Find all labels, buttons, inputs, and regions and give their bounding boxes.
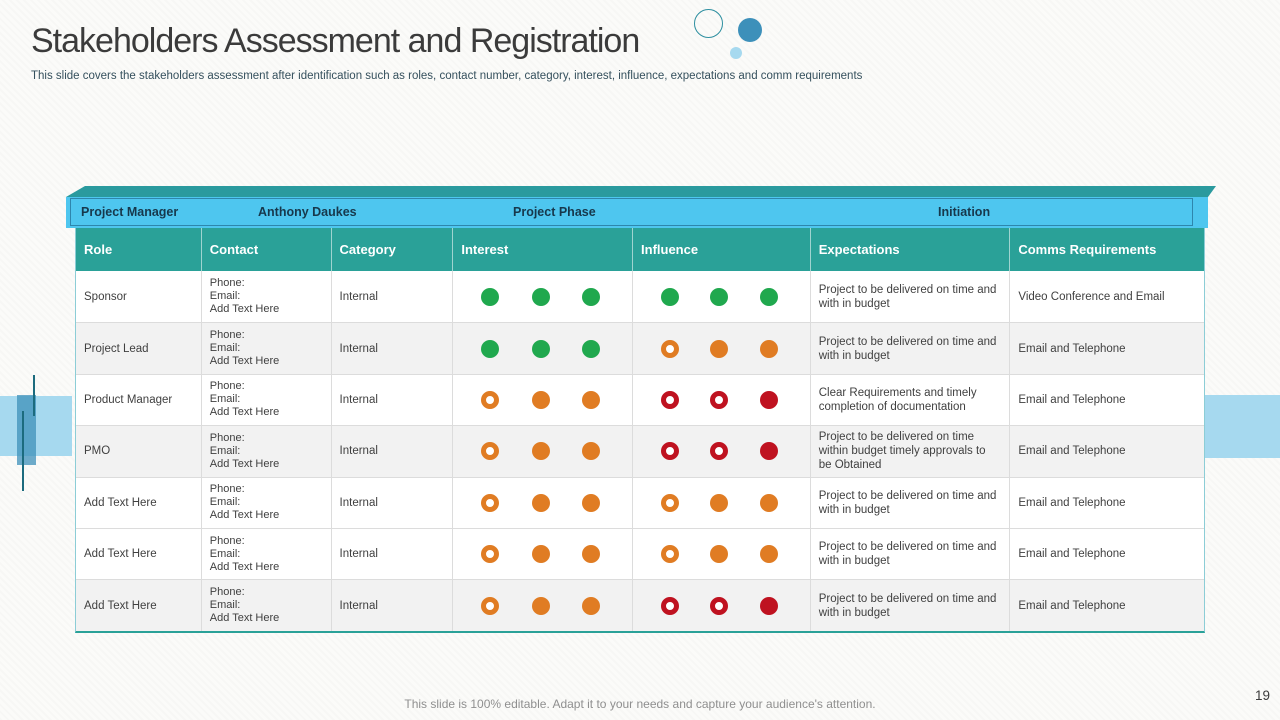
red-filled-dot-icon bbox=[760, 391, 778, 409]
info-bar-inner-border bbox=[70, 198, 1193, 226]
table-body bbox=[76, 271, 1204, 631]
decor-circle-outline-icon bbox=[694, 9, 723, 38]
orange-filled-dot-icon bbox=[710, 545, 728, 563]
decor-circle-small-icon bbox=[730, 47, 742, 59]
table-row bbox=[76, 322, 1204, 373]
orange-hollow-dot-icon bbox=[661, 494, 679, 512]
contact-line: Add Text Here bbox=[209, 303, 280, 316]
green-filled-dot-icon bbox=[582, 340, 600, 358]
orange-filled-dot-icon bbox=[582, 442, 600, 460]
footer-note: This slide is 100% editable. Adapt it to your needs and capture your audience's attention. bbox=[404, 697, 876, 711]
stakeholders-table bbox=[75, 228, 1205, 633]
contact-line: Phone: bbox=[209, 277, 245, 290]
contact-cell bbox=[201, 323, 331, 373]
category-cell: Internal bbox=[331, 580, 453, 630]
expectations-cell: Clear Requirements and timely completion of documentation bbox=[810, 375, 1010, 425]
orange-filled-dot-icon bbox=[582, 391, 600, 409]
expectations-cell: Project to be delivered on time and with in budget bbox=[810, 323, 1010, 373]
contact-cell bbox=[201, 529, 331, 579]
influence-cell bbox=[632, 478, 810, 528]
orange-filled-dot-icon bbox=[532, 442, 550, 460]
orange-filled-dot-icon bbox=[532, 494, 550, 512]
contact-cell bbox=[201, 271, 331, 322]
green-filled-dot-icon bbox=[661, 288, 679, 306]
green-filled-dot-icon bbox=[481, 340, 499, 358]
column-header-category: Category bbox=[331, 228, 453, 271]
contact-line: Add Text Here bbox=[209, 560, 280, 573]
contact-line: Add Text Here bbox=[209, 406, 280, 419]
green-filled-dot-icon bbox=[760, 288, 778, 306]
role-cell: Sponsor bbox=[84, 290, 127, 303]
interest-cell bbox=[452, 271, 632, 322]
red-filled-dot-icon bbox=[760, 597, 778, 615]
green-filled-dot-icon bbox=[710, 288, 728, 306]
red-hollow-dot-icon bbox=[710, 442, 728, 460]
orange-filled-dot-icon bbox=[532, 597, 550, 615]
orange-hollow-dot-icon bbox=[481, 494, 499, 512]
comms-cell: Email and Telephone bbox=[1009, 375, 1204, 425]
influence-cell bbox=[632, 529, 810, 579]
contact-line: Phone: bbox=[209, 586, 245, 599]
expectations-cell: Project to be delivered on time within budget timely approvals to be Obtained bbox=[810, 426, 1010, 476]
project-phase-label: Project Phase bbox=[513, 205, 596, 219]
category-cell: Internal bbox=[331, 375, 453, 425]
orange-filled-dot-icon bbox=[710, 494, 728, 512]
green-filled-dot-icon bbox=[532, 340, 550, 358]
role-cell: Add Text Here bbox=[84, 548, 157, 561]
orange-filled-dot-icon bbox=[710, 340, 728, 358]
column-header-contact: Contact bbox=[201, 228, 331, 271]
expectations-cell: Project to be delivered on time and with in budget bbox=[810, 271, 1010, 322]
contact-line: Phone: bbox=[209, 483, 245, 496]
contact-line: Email: bbox=[209, 444, 241, 457]
left-accent-line-bottom bbox=[22, 411, 24, 491]
contact-line: Email: bbox=[209, 599, 241, 612]
category-cell: Internal bbox=[331, 426, 453, 476]
category-cell: Internal bbox=[331, 529, 453, 579]
contact-line: Add Text Here bbox=[209, 355, 280, 368]
comms-cell: Email and Telephone bbox=[1009, 426, 1204, 476]
red-hollow-dot-icon bbox=[710, 391, 728, 409]
interest-cell bbox=[452, 426, 632, 476]
influence-cell bbox=[632, 580, 810, 630]
page-subtitle: This slide covers the stakeholders assessment after identification such as roles, contact number, category, interest, influence, expectations and comm requirements bbox=[31, 70, 863, 82]
contact-line: Phone: bbox=[209, 380, 245, 393]
contact-line: Phone: bbox=[209, 431, 245, 444]
role-cell: Add Text Here bbox=[84, 496, 157, 509]
info-bar-3d-top bbox=[66, 186, 1216, 197]
comms-cell: Email and Telephone bbox=[1009, 529, 1204, 579]
page-number: 19 bbox=[1254, 688, 1270, 703]
orange-hollow-dot-icon bbox=[481, 442, 499, 460]
orange-filled-dot-icon bbox=[760, 545, 778, 563]
expectations-cell: Project to be delivered on time and with in budget bbox=[810, 529, 1010, 579]
contact-line: Email: bbox=[209, 290, 241, 303]
role-cell: PMO bbox=[84, 445, 111, 458]
project-manager-value: Anthony Daukes bbox=[258, 205, 357, 219]
influence-cell bbox=[632, 323, 810, 373]
green-filled-dot-icon bbox=[481, 288, 499, 306]
orange-hollow-dot-icon bbox=[481, 391, 499, 409]
column-header-influence: Influence bbox=[632, 228, 810, 271]
contact-line: Add Text Here bbox=[209, 457, 280, 470]
left-accent-line-top bbox=[33, 375, 35, 416]
interest-cell bbox=[452, 580, 632, 630]
interest-cell bbox=[452, 478, 632, 528]
orange-hollow-dot-icon bbox=[661, 545, 679, 563]
role-cell: Product Manager bbox=[84, 393, 173, 406]
contact-line: Add Text Here bbox=[209, 509, 280, 522]
comms-cell: Email and Telephone bbox=[1009, 323, 1204, 373]
category-cell: Internal bbox=[331, 271, 453, 322]
role-cell: Project Lead bbox=[84, 342, 149, 355]
orange-filled-dot-icon bbox=[582, 545, 600, 563]
contact-line: Add Text Here bbox=[209, 612, 280, 625]
orange-filled-dot-icon bbox=[582, 494, 600, 512]
contact-line: Email: bbox=[209, 547, 241, 560]
column-header-role: Role bbox=[84, 242, 113, 257]
interest-cell bbox=[452, 323, 632, 373]
orange-filled-dot-icon bbox=[760, 340, 778, 358]
contact-line: Email: bbox=[209, 496, 241, 509]
orange-filled-dot-icon bbox=[532, 391, 550, 409]
orange-hollow-dot-icon bbox=[481, 545, 499, 563]
contact-line: Phone: bbox=[209, 329, 245, 342]
table-row bbox=[76, 425, 1204, 476]
contact-cell bbox=[201, 375, 331, 425]
red-hollow-dot-icon bbox=[661, 442, 679, 460]
influence-cell bbox=[632, 426, 810, 476]
comms-cell: Email and Telephone bbox=[1009, 580, 1204, 630]
expectations-cell: Project to be delivered on time and with in budget bbox=[810, 478, 1010, 528]
comms-cell: Email and Telephone bbox=[1009, 478, 1204, 528]
red-filled-dot-icon bbox=[760, 442, 778, 460]
column-header-expectations: Expectations bbox=[810, 228, 1010, 271]
column-header-comms: Comms Requirements bbox=[1009, 228, 1204, 271]
project-phase-value: Initiation bbox=[938, 205, 991, 219]
decor-circle-filled-icon bbox=[738, 18, 762, 42]
table-row bbox=[76, 374, 1204, 425]
right-accent-rectangle bbox=[1204, 395, 1280, 458]
contact-line: Phone: bbox=[209, 534, 245, 547]
green-filled-dot-icon bbox=[582, 288, 600, 306]
contact-cell bbox=[201, 580, 331, 630]
expectations-cell: Project to be delivered on time and with in budget bbox=[810, 580, 1010, 630]
category-cell: Internal bbox=[331, 323, 453, 373]
red-hollow-dot-icon bbox=[661, 597, 679, 615]
contact-line: Email: bbox=[209, 342, 241, 355]
project-info-bar bbox=[66, 197, 1208, 228]
category-cell: Internal bbox=[331, 478, 453, 528]
role-cell: Add Text Here bbox=[84, 599, 157, 612]
orange-filled-dot-icon bbox=[532, 545, 550, 563]
orange-hollow-dot-icon bbox=[481, 597, 499, 615]
interest-cell bbox=[452, 375, 632, 425]
influence-cell bbox=[632, 375, 810, 425]
table-row bbox=[76, 477, 1204, 528]
project-manager-label: Project Manager bbox=[81, 205, 179, 219]
comms-cell: Video Conference and Email bbox=[1009, 271, 1204, 322]
green-filled-dot-icon bbox=[532, 288, 550, 306]
orange-filled-dot-icon bbox=[760, 494, 778, 512]
red-hollow-dot-icon bbox=[661, 391, 679, 409]
table-row bbox=[76, 579, 1204, 630]
page-title: Stakeholders Assessment and Registration bbox=[31, 22, 640, 60]
column-header-interest: Interest bbox=[452, 228, 632, 271]
table-row bbox=[76, 271, 1204, 322]
red-hollow-dot-icon bbox=[710, 597, 728, 615]
table-row bbox=[76, 528, 1204, 579]
orange-filled-dot-icon bbox=[582, 597, 600, 615]
left-accent-rectangle bbox=[0, 396, 72, 456]
contact-cell bbox=[201, 426, 331, 476]
orange-hollow-dot-icon bbox=[661, 340, 679, 358]
contact-line: Email: bbox=[209, 393, 241, 406]
interest-cell bbox=[452, 529, 632, 579]
contact-cell bbox=[201, 478, 331, 528]
table-header-row bbox=[76, 228, 1204, 271]
influence-cell bbox=[632, 271, 810, 322]
